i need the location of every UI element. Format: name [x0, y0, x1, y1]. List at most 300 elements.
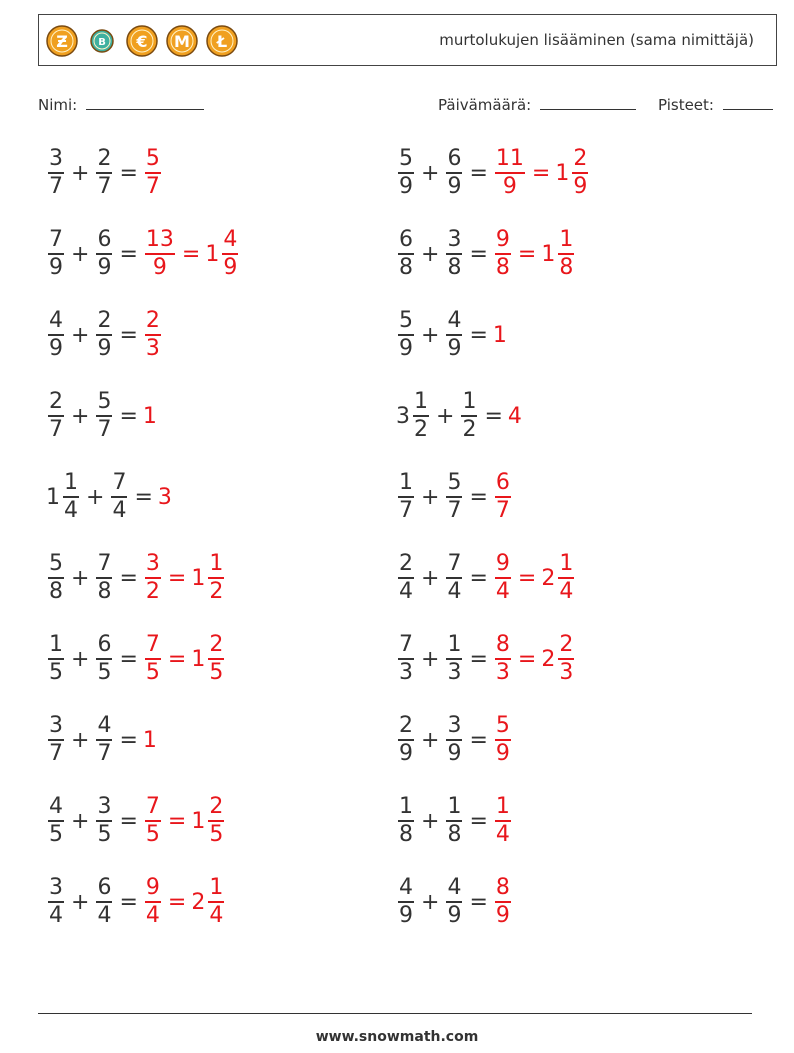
answer — [493, 227, 576, 281]
numerator: 1 — [209, 875, 224, 901]
mixed-number — [191, 632, 226, 686]
denominator: 4 — [495, 578, 510, 604]
whole-part: 2 — [191, 889, 206, 915]
denominator: 7 — [49, 416, 63, 442]
equals-sign: = — [119, 727, 138, 753]
numerator: 9 — [495, 551, 510, 577]
denominator: 9 — [399, 740, 413, 766]
equals-sign: = — [517, 565, 537, 591]
equals-sign: = — [167, 565, 187, 591]
equals-sign: = — [119, 322, 138, 348]
svg-text:€: € — [136, 32, 148, 51]
problem-item — [46, 387, 158, 445]
denominator: 9 — [447, 173, 462, 199]
mixed-number — [396, 632, 416, 686]
date-blank — [540, 95, 636, 110]
numerator: 2 — [559, 632, 574, 658]
mixed-number — [396, 389, 431, 443]
mixed-number — [46, 794, 66, 848]
numerator: 3 — [447, 713, 462, 739]
denominator: 8 — [97, 578, 112, 604]
answer — [158, 485, 173, 510]
mixed-number — [191, 794, 226, 848]
date-field — [438, 95, 636, 114]
numerator: 3 — [49, 146, 63, 172]
denominator: 3 — [559, 659, 574, 685]
answer — [493, 146, 590, 200]
numerator: 5 — [447, 470, 462, 496]
denominator: 4 — [447, 578, 462, 604]
numerator: 3 — [49, 713, 63, 739]
mixed-number — [508, 404, 523, 429]
fraction — [48, 551, 64, 605]
answer — [143, 632, 226, 686]
numerator: 9 — [495, 227, 510, 253]
fraction — [96, 146, 112, 200]
mixed-number — [493, 470, 513, 524]
fraction — [558, 632, 574, 686]
fraction — [446, 146, 462, 200]
plus-sign: + — [71, 727, 90, 753]
denominator: 7 — [97, 740, 112, 766]
fraction — [495, 470, 511, 524]
denominator: 9 — [495, 902, 510, 928]
equals-sign: = — [119, 160, 138, 186]
coin-icons-row — [45, 22, 239, 60]
numerator: 6 — [97, 632, 112, 658]
denominator: 9 — [49, 254, 63, 280]
denominator: 5 — [209, 659, 224, 685]
plus-sign: + — [71, 322, 90, 348]
denominator: 8 — [559, 254, 574, 280]
plus-sign: + — [421, 484, 440, 510]
denominator: 7 — [495, 497, 510, 523]
fraction — [495, 875, 511, 929]
footer-divider — [38, 1013, 752, 1014]
fraction — [48, 713, 64, 767]
svg-text:B: B — [98, 37, 106, 48]
fraction — [398, 794, 414, 848]
fraction — [398, 551, 414, 605]
mixed-number — [444, 227, 464, 281]
plus-sign: + — [71, 403, 90, 429]
mixed-number — [46, 632, 66, 686]
numerator: 6 — [97, 227, 112, 253]
mixed-number — [94, 794, 114, 848]
numerator: 3 — [145, 551, 160, 577]
numerator: 4 — [399, 875, 413, 901]
zcash-coin-icon — [45, 24, 79, 58]
mixed-number — [493, 632, 513, 686]
numerator: 6 — [97, 875, 112, 901]
fraction — [222, 227, 238, 281]
date-label: Päivämäärä: — [438, 96, 532, 114]
mixed-number — [444, 470, 464, 524]
problem-item — [396, 792, 513, 850]
mixed-number — [94, 875, 114, 929]
answer — [143, 728, 158, 753]
denominator: 9 — [223, 254, 238, 280]
fraction — [111, 470, 127, 524]
mixed-number — [444, 146, 464, 200]
fraction — [208, 875, 224, 929]
numerator: 2 — [399, 713, 413, 739]
fraction — [145, 875, 161, 929]
whole-part: 3 — [396, 403, 410, 429]
score-field — [658, 95, 773, 114]
fraction — [446, 551, 462, 605]
equals-sign: = — [469, 160, 488, 186]
fraction — [446, 875, 462, 929]
fraction — [145, 551, 161, 605]
answer — [143, 146, 163, 200]
fraction — [63, 470, 79, 524]
problem-item — [46, 468, 173, 526]
problem-item — [396, 711, 513, 769]
mixed-number — [396, 794, 416, 848]
problem-item — [46, 792, 226, 850]
problem-item — [396, 306, 508, 364]
denominator: 3 — [447, 659, 462, 685]
fraction — [208, 632, 224, 686]
denominator: 4 — [145, 902, 160, 928]
answer — [493, 713, 513, 767]
denominator: 9 — [573, 173, 588, 199]
answer — [143, 875, 226, 929]
problem-item — [46, 306, 163, 364]
problem-item — [396, 873, 513, 931]
mixed-number — [143, 227, 177, 281]
numerator: 8 — [495, 632, 510, 658]
numerator: 2 — [573, 146, 588, 172]
denominator: 2 — [462, 416, 477, 442]
numerator: 4 — [49, 794, 63, 820]
numerator: 5 — [97, 389, 112, 415]
denominator: 9 — [502, 173, 517, 199]
numerator: 4 — [49, 308, 63, 334]
numerator: 1 — [209, 551, 224, 577]
numerator: 1 — [495, 794, 510, 820]
fraction — [398, 875, 414, 929]
fraction — [96, 794, 112, 848]
fraction — [413, 389, 429, 443]
bitcoin-network-coin-icon — [85, 24, 119, 58]
mixed-number — [396, 227, 416, 281]
mixed-number — [493, 323, 508, 348]
answer — [493, 551, 576, 605]
numerator: 8 — [495, 875, 510, 901]
mixed-number — [94, 713, 114, 767]
equals-sign: = — [119, 808, 138, 834]
mixed-number — [143, 632, 163, 686]
mixed-number — [396, 470, 416, 524]
numerator: 1 — [64, 470, 78, 496]
mixed-number — [396, 308, 416, 362]
numerator: 1 — [49, 632, 63, 658]
plus-sign: + — [421, 160, 440, 186]
numerator: 1 — [399, 794, 413, 820]
svg-text:M: M — [174, 32, 190, 51]
numerator: 1 — [447, 794, 462, 820]
numerator: 5 — [49, 551, 63, 577]
numerator: 3 — [49, 875, 63, 901]
mixed-number — [191, 875, 226, 929]
whole-part: 1 — [205, 241, 220, 267]
denominator: 7 — [97, 173, 112, 199]
whole-part: 1 — [46, 484, 60, 510]
equals-sign: = — [119, 889, 138, 915]
mixed-number — [109, 470, 129, 524]
svg-text:Ł: Ł — [216, 32, 228, 51]
mixed-number — [46, 389, 66, 443]
denominator: 2 — [209, 578, 224, 604]
mixed-number — [46, 875, 66, 929]
equals-sign: = — [469, 889, 488, 915]
denominator: 7 — [399, 497, 413, 523]
mixed-number — [396, 146, 416, 200]
equals-sign: = — [469, 322, 488, 348]
denominator: 4 — [495, 821, 510, 847]
numerator: 2 — [97, 308, 112, 334]
numerator: 5 — [145, 146, 160, 172]
whole-part: 2 — [541, 646, 556, 672]
plus-sign: + — [71, 241, 90, 267]
fraction — [495, 146, 525, 200]
plus-sign: + — [421, 727, 440, 753]
denominator: 4 — [112, 497, 127, 523]
equals-sign: = — [469, 241, 488, 267]
mixed-number — [191, 551, 226, 605]
fraction — [48, 308, 64, 362]
mixed-number — [158, 485, 173, 510]
answer — [493, 632, 576, 686]
denominator: 2 — [414, 416, 428, 442]
mixed-number — [444, 713, 464, 767]
denominator: 4 — [64, 497, 78, 523]
fraction — [145, 632, 161, 686]
fraction — [145, 146, 161, 200]
denominator: 9 — [97, 335, 112, 361]
mixed-number — [143, 794, 163, 848]
numerator: 6 — [399, 227, 413, 253]
equals-sign: = — [167, 889, 187, 915]
numerator: 4 — [447, 875, 462, 901]
mixed-number — [541, 632, 576, 686]
equals-sign: = — [469, 484, 488, 510]
whole-part: 1 — [492, 322, 507, 348]
problem-item — [46, 144, 163, 202]
mixed-number — [94, 632, 114, 686]
fraction — [558, 551, 574, 605]
mixed-number — [493, 713, 513, 767]
fraction — [446, 308, 462, 362]
fraction — [495, 551, 511, 605]
mixed-number — [46, 470, 81, 524]
numerator: 5 — [495, 713, 510, 739]
numerator: 3 — [97, 794, 112, 820]
mixed-number — [444, 875, 464, 929]
denominator: 4 — [97, 902, 112, 928]
denominator: 8 — [447, 254, 462, 280]
problem-item — [46, 711, 158, 769]
equals-sign: = — [469, 727, 488, 753]
numerator: 1 — [559, 551, 574, 577]
whole-part: 1 — [191, 565, 206, 591]
problem-item — [46, 630, 226, 688]
equals-sign: = — [167, 646, 187, 672]
mixed-number — [143, 551, 163, 605]
problem-item — [396, 387, 523, 445]
score-blank — [723, 95, 773, 110]
equals-sign: = — [469, 565, 488, 591]
denominator: 9 — [97, 254, 112, 280]
equals-sign: = — [181, 241, 201, 267]
fraction — [48, 794, 64, 848]
numerator: 7 — [145, 794, 160, 820]
fraction — [96, 875, 112, 929]
mixed-number — [493, 875, 513, 929]
answer — [508, 404, 523, 429]
mixed-number — [555, 146, 590, 200]
mixed-number — [94, 551, 114, 605]
euro-coin-stack-icon — [125, 24, 159, 58]
plus-sign: + — [71, 646, 90, 672]
mixed-number — [94, 308, 114, 362]
fraction — [398, 146, 414, 200]
mixed-number — [444, 794, 464, 848]
fraction — [208, 551, 224, 605]
fraction — [145, 794, 161, 848]
whole-part: 1 — [555, 160, 570, 186]
denominator: 8 — [447, 821, 462, 847]
mixed-number — [444, 308, 464, 362]
fraction — [446, 227, 462, 281]
denominator: 4 — [559, 578, 574, 604]
numerator: 13 — [145, 227, 174, 253]
fraction — [96, 308, 112, 362]
fraction — [398, 308, 414, 362]
mixed-number — [143, 308, 163, 362]
denominator: 9 — [447, 902, 462, 928]
numerator: 1 — [414, 389, 428, 415]
equals-sign: = — [134, 484, 153, 510]
denominator: 5 — [145, 659, 160, 685]
denominator: 9 — [399, 173, 413, 199]
denominator: 5 — [145, 821, 160, 847]
mixed-number — [46, 146, 66, 200]
answer — [493, 794, 513, 848]
whole-part: 1 — [142, 403, 157, 429]
numerator: 4 — [447, 308, 462, 334]
fraction — [96, 551, 112, 605]
numerator: 1 — [462, 389, 477, 415]
fraction — [558, 227, 574, 281]
litecoin-coin-icon — [205, 24, 239, 58]
plus-sign: + — [421, 646, 440, 672]
fraction — [398, 632, 414, 686]
denominator: 5 — [209, 821, 224, 847]
denominator: 3 — [145, 335, 160, 361]
numerator: 1 — [559, 227, 574, 253]
mixed-number — [541, 551, 576, 605]
plus-sign: + — [71, 565, 90, 591]
answer — [493, 470, 513, 524]
fraction — [446, 470, 462, 524]
fraction — [398, 713, 414, 767]
denominator: 9 — [152, 254, 167, 280]
fraction — [495, 713, 511, 767]
problem-item — [396, 225, 576, 283]
denominator: 9 — [447, 335, 462, 361]
mixed-number — [493, 551, 513, 605]
numerator: 7 — [112, 470, 127, 496]
denominator: 8 — [49, 578, 63, 604]
fraction — [48, 146, 64, 200]
denominator: 5 — [97, 821, 112, 847]
worksheet-header — [38, 14, 777, 66]
denominator: 8 — [495, 254, 510, 280]
plus-sign: + — [71, 160, 90, 186]
name-field — [38, 95, 204, 114]
problem-item — [46, 549, 226, 607]
denominator: 5 — [49, 821, 63, 847]
numerator: 4 — [97, 713, 112, 739]
mixed-number — [46, 713, 66, 767]
denominator: 4 — [399, 578, 413, 604]
numerator: 7 — [97, 551, 112, 577]
numerator: 5 — [399, 308, 413, 334]
whole-part: 1 — [541, 241, 556, 267]
fraction — [398, 470, 414, 524]
mixed-number — [459, 389, 479, 443]
denominator: 2 — [145, 578, 160, 604]
problem-item — [396, 630, 576, 688]
whole-part: 2 — [541, 565, 556, 591]
answer — [143, 551, 226, 605]
plus-sign: + — [421, 565, 440, 591]
fraction — [96, 389, 112, 443]
mixed-number — [493, 227, 513, 281]
numerator: 2 — [399, 551, 413, 577]
fraction — [48, 227, 64, 281]
mixed-number — [143, 146, 163, 200]
numerator: 4 — [223, 227, 238, 253]
numerator: 5 — [399, 146, 413, 172]
mixed-number — [46, 551, 66, 605]
footer-url: www.snowmath.com — [315, 1029, 479, 1045]
equals-sign: = — [469, 808, 488, 834]
fraction — [446, 794, 462, 848]
numerator: 2 — [49, 389, 63, 415]
numerator: 3 — [447, 227, 462, 253]
plus-sign: + — [421, 241, 440, 267]
mixed-number — [94, 389, 114, 443]
problem-item — [396, 144, 590, 202]
mixed-number — [46, 308, 66, 362]
numerator: 6 — [495, 470, 510, 496]
equals-sign: = — [167, 808, 187, 834]
problem-item — [46, 225, 240, 283]
mixed-number — [396, 551, 416, 605]
denominator: 3 — [495, 659, 510, 685]
mixed-number — [493, 146, 527, 200]
denominator: 7 — [447, 497, 462, 523]
denominator: 7 — [49, 740, 63, 766]
fraction — [495, 632, 511, 686]
whole-part: 3 — [157, 484, 172, 510]
fraction — [208, 794, 224, 848]
fraction — [48, 632, 64, 686]
